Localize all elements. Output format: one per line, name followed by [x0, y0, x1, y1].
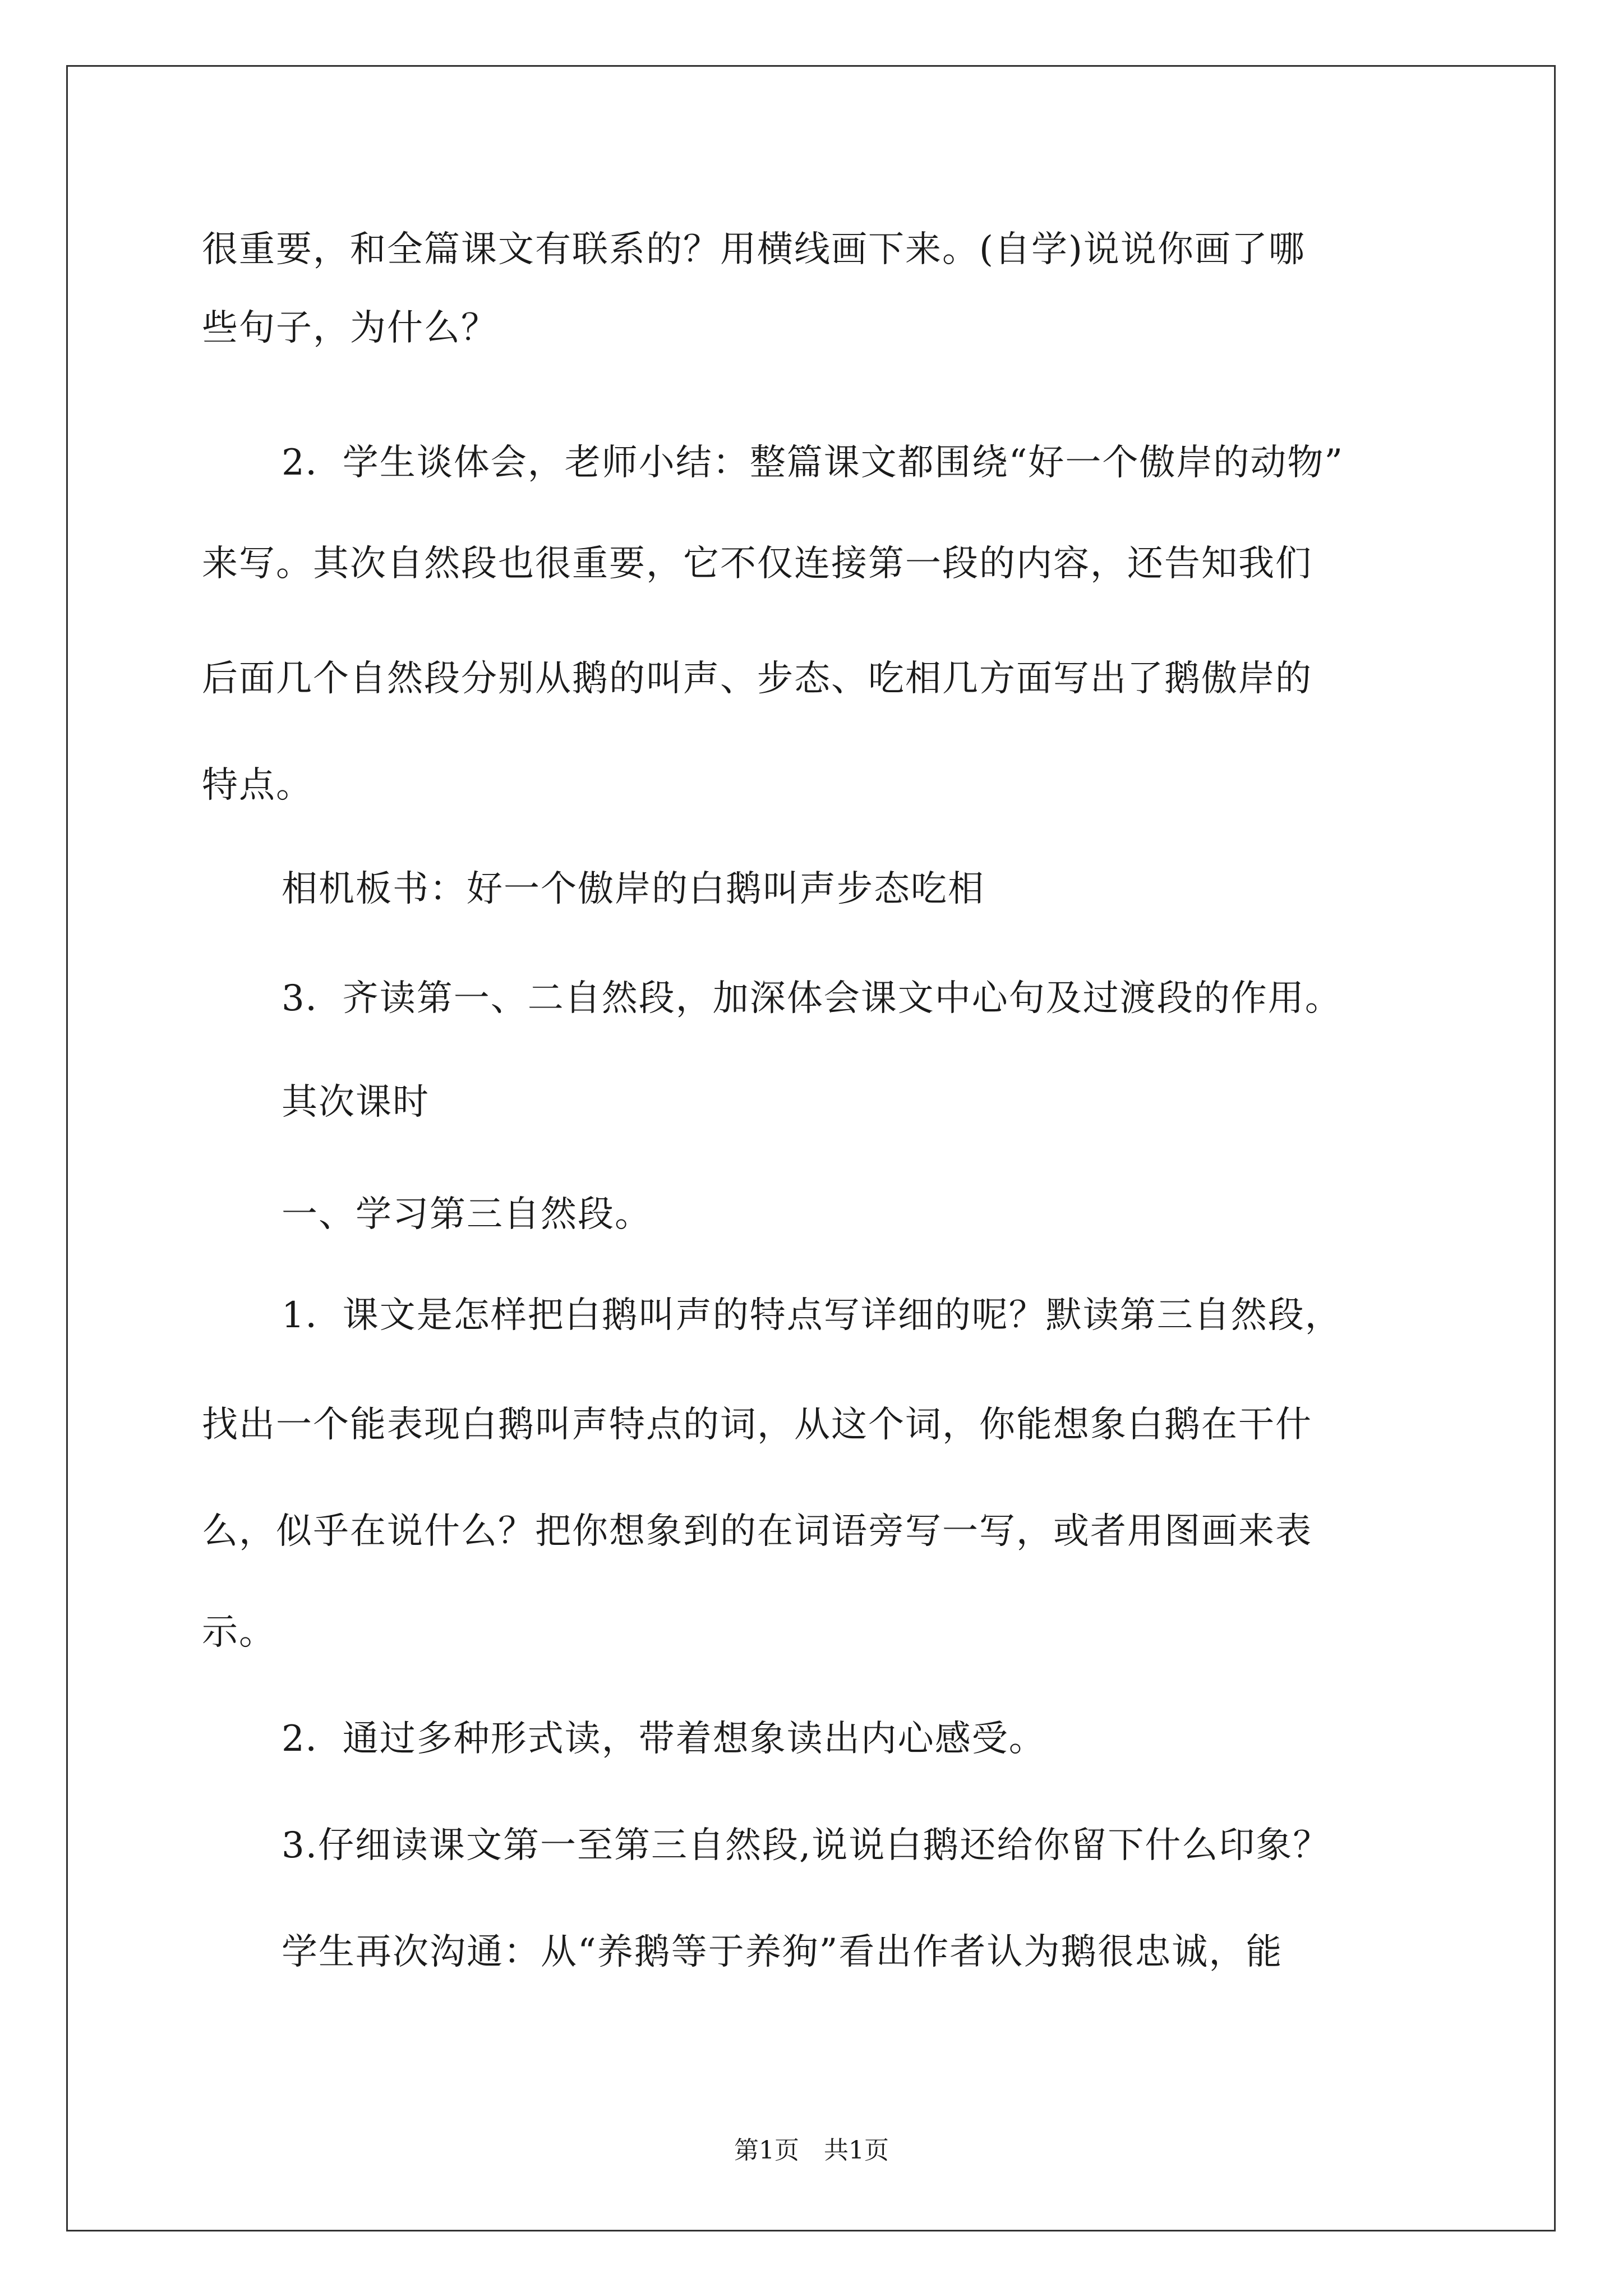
- section-heading: 其次课时: [282, 1082, 430, 1123]
- page-number-footer: 第1页 共1页: [734, 2136, 889, 2165]
- body-text-line-1: 很重要，和全篇课文有联系的？用横线画下来。(自学)说说你画了哪: [202, 229, 1306, 270]
- body-text-line-14: 示。: [202, 1612, 276, 1653]
- body-text-line-15: 2．通过多种形式读，带着想象读出内心感受。: [282, 1718, 1046, 1760]
- body-text-line-2: 些句子，为什么？: [202, 307, 498, 349]
- body-text-line-7: 相机板书：好一个傲岸的白鹅叫声步态吃相: [282, 868, 985, 910]
- body-text-line-6: 特点。: [202, 765, 313, 806]
- body-text-line-5: 后面几个自然段分别从鹅的叫声、步态、吃相几方面写出了鹅傲岸的: [202, 658, 1312, 700]
- body-text-line-12: 找出一个能表现白鹅叫声特点的词，从这个词，你能想象白鹅在干什: [202, 1404, 1312, 1446]
- body-text-line-4: 来写。其次自然段也很重要，它不仅连接第一段的内容，还告知我们: [202, 543, 1312, 585]
- body-text-line-8: 3．齐读第一、二自然段，加深体会课文中心句及过渡段的作用。: [282, 978, 1342, 1019]
- page-border: [66, 65, 1556, 2231]
- body-text-line-11: 1．课文是怎样把白鹅叫声的特点写详细的呢？默读第三自然段，: [282, 1295, 1342, 1336]
- body-text-line-17: 学生再次沟通：从“养鹅等于养狗”看出作者认为鹅很忠诚，能: [282, 1931, 1283, 1973]
- body-text-line-3: 2．学生谈体会，老师小结：整篇课文都围绕“好一个傲岸的动物”: [282, 442, 1344, 484]
- subsection-heading: 一、学习第三自然段。: [282, 1194, 652, 1235]
- body-text-line-13: 么，似乎在说什么？把你想象到的在词语旁写一写，或者用图画来表: [202, 1511, 1312, 1552]
- body-text-line-16: 3.仔细读课文第一至第三自然段,说说白鹅还给你留下什么印象？: [282, 1825, 1330, 1866]
